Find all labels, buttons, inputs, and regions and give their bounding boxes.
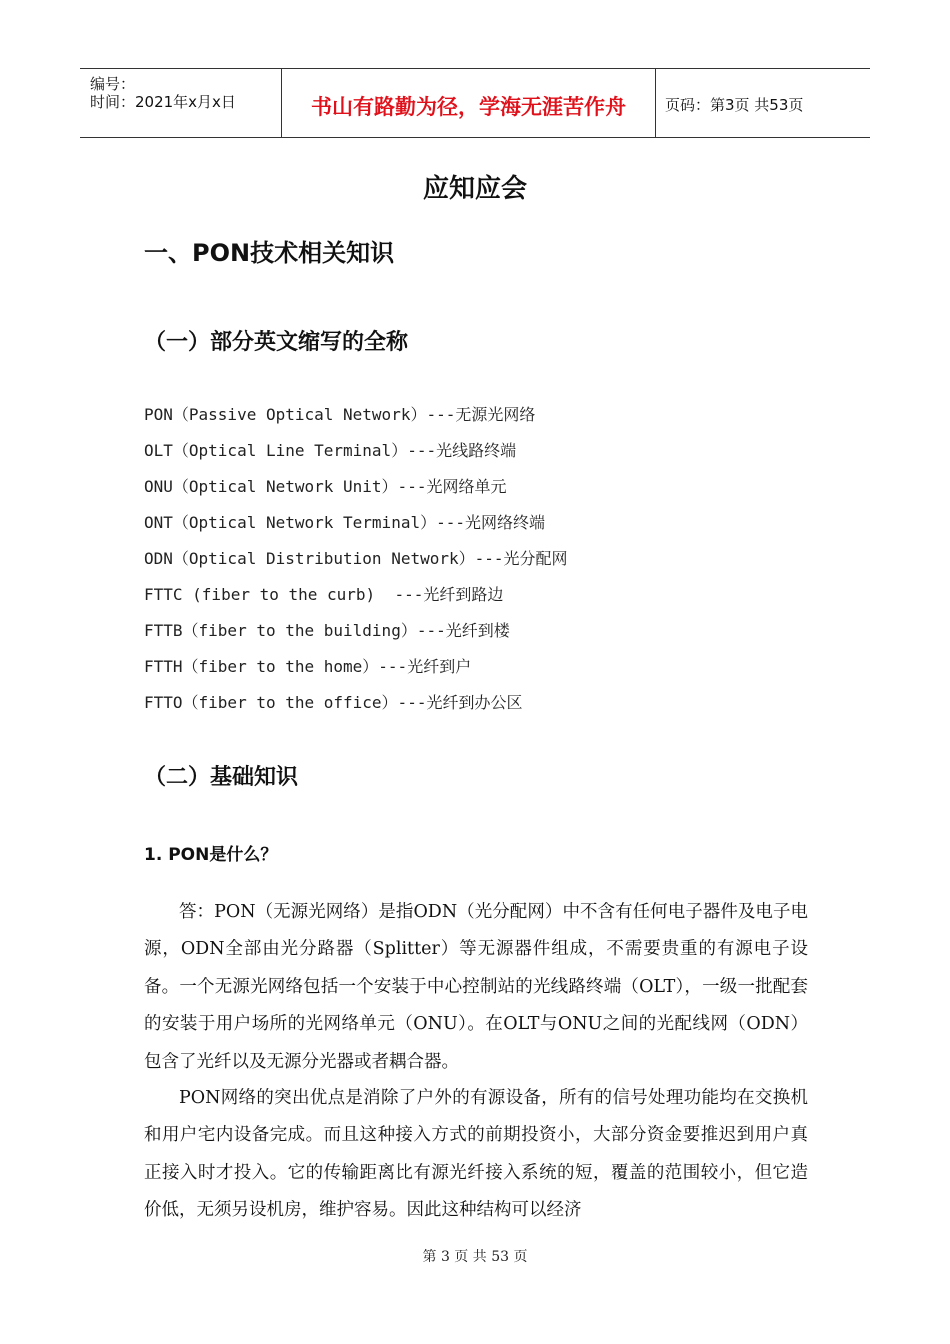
section-heading: 一、PON技术相关知识 bbox=[144, 239, 395, 267]
abbreviation-item: FTTB（fiber to the building）---光纤到楼 bbox=[144, 621, 510, 640]
answer-paragraph: 答：PON（无源光网络）是指ODN（光分配网）中不含有任何电子器件及电子电源，ODN全部由光分路器（Splitter）等无源器件组成，不需要贵重的有源电子设备。一个无源光网络包括一个安装于中心控制站的光线路终端（OLT），一级一批配套的安装于用户场所的光网络单元（ONU）。在OLT与ONU之间的光配线网（ODN）包含了光纤以及无源分光器或者耦合器。 bbox=[144, 902, 808, 1072]
abbreviation-item: FTTO（fiber to the office）---光纤到办公区 bbox=[144, 693, 523, 712]
header-page-number: 页码：第3页 共53页 bbox=[665, 96, 804, 114]
header-motto: 书山有路勤为径，学海无涯苦作舟 bbox=[311, 95, 626, 119]
page-footer: 第 3 页 共 53 页 bbox=[422, 1249, 528, 1265]
document-date: 时间：2021年x月x日 bbox=[90, 93, 236, 111]
document-title: 应知应会 bbox=[422, 174, 527, 204]
header-motto-cell bbox=[281, 69, 656, 137]
abbreviation-item: ODN（Optical Distribution Network）---光分配网 bbox=[144, 549, 568, 568]
abbreviation-item: OLT（Optical Line Terminal）---光线路终端 bbox=[144, 441, 517, 460]
abbreviation-list bbox=[144, 403, 568, 727]
abbreviation-item: FTTC (fiber to the curb) ---光纤到路边 bbox=[144, 585, 504, 604]
page-header bbox=[80, 68, 870, 138]
body-paragraph: PON网络的突出优点是消除了户外的有源设备，所有的信号处理功能均在交换机和用户宅内设备完成。而且这种接入方式的前期投资小，大部分资金要推迟到用户真正接入时才投入。它的传输距离比有源光纤接入系统的短，覆盖的范围较小，但它造价低，无须另设机房，维护容易。因此这种结构可以经济 bbox=[144, 1088, 808, 1221]
header-page-cell bbox=[655, 69, 870, 137]
question-heading: 1. PON是什么？ bbox=[144, 845, 278, 865]
abbreviation-item: ONU（Optical Network Unit）---光网络单元 bbox=[144, 477, 507, 496]
abbreviation-item: FTTH（fiber to the home）---光纤到户 bbox=[144, 657, 472, 676]
document-number: 编号： bbox=[90, 75, 136, 93]
abbreviation-item: PON（Passive Optical Network）---无源光网络 bbox=[144, 405, 536, 424]
subsection-heading-basics: （二）基础知识 bbox=[144, 765, 299, 790]
abbreviation-item: ONT（Optical Network Terminal）---光网络终端 bbox=[144, 513, 545, 532]
header-info-cell bbox=[80, 69, 281, 137]
subsection-heading-abbreviations: （一）部分英文缩写的全称 bbox=[144, 330, 409, 355]
